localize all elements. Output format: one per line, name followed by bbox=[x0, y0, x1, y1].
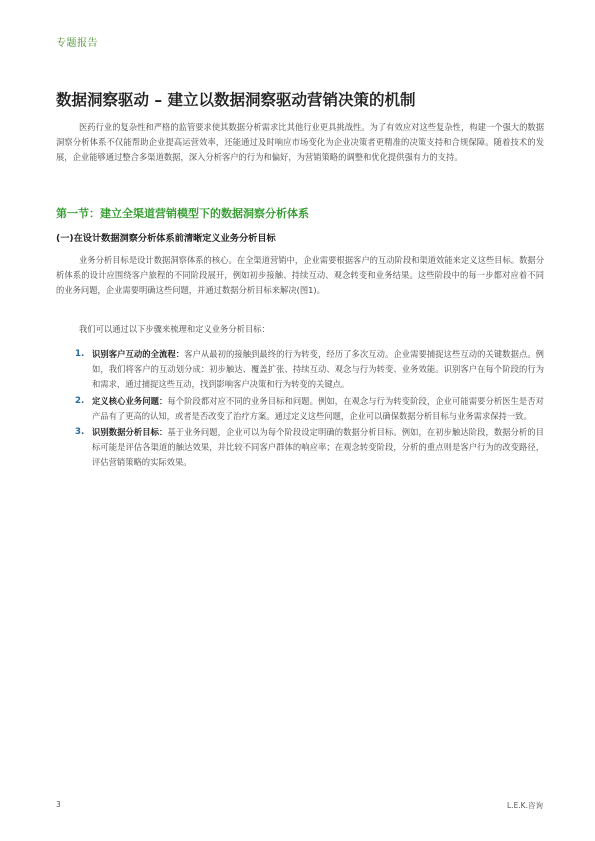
intro-paragraph: 医药行业的复杂性和严格的监管要求使其数据分析需求比其他行业更具挑战性。为了有效应对这些复杂性，构建一个强大的数据洞察分析体系不仅能帮助企业提高运营效率，还能通过及时响应市场变化为企业决策者更精准的决策支持和合规保障。随着技术的发展，企业能够通过整合多渠道数据，深入分析客户的行为和偏好，为营销策略的调整和优化提供强有力的支持。 bbox=[56, 122, 544, 163]
step-description: 基于业务问题，企业可以为每个阶段设定明确的数据分析目标。例如，在初步触达阶段，数据分析的目标可能是评估各渠道的触达效果，并比较不同客户群体的响应率；在观念转变阶段，分析的重点则是客户行为的改变路径，评估营销策略的实际效果。 bbox=[92, 427, 544, 468]
brand-name: L.E.K.咨询 bbox=[507, 801, 543, 810]
page-number: 3 bbox=[56, 800, 61, 809]
step-label: 识别客户互动的全流程： bbox=[92, 349, 185, 359]
step-text-block bbox=[92, 347, 544, 393]
step-number: 1. bbox=[75, 349, 85, 359]
list-item bbox=[56, 425, 544, 471]
step-text-block bbox=[92, 425, 544, 471]
step-label: 识别数据分析目标： bbox=[92, 427, 168, 438]
step-description: 客户从最初的接触到最终的行为转变，经历了多次互动。企业需要捕捉这些互动的关键数据点。例如，我们将客户的互动划分成：初步触达、覆盖扩张、持续互动、观念与行为转变、业务效能。识别客户在每个阶段的行为和需求，通过捕捉这些互动，找到影响客户决策和行为转变的关键点。 bbox=[92, 349, 544, 390]
step-text-block bbox=[92, 394, 544, 424]
section-title: 第一节：建立全渠道营销模型下的数据洞察分析体系 bbox=[56, 207, 309, 220]
steps-list bbox=[56, 347, 544, 472]
page-title: 数据洞察驱动 – 建立以数据洞察驱动营销决策的机制 bbox=[56, 91, 416, 109]
steps-lead-text: 我们可以通过以下步骤来梳理和定义业务分析目标： bbox=[79, 324, 270, 334]
subsection-title: (一)在设计数据洞察分析体系前清晰定义业务分析目标 bbox=[56, 233, 276, 244]
body-paragraph: 业务分析目标是设计数据洞察体系的核心。在全渠道营销中，企业需要根据客户的互动阶段和渠道效能来定义这些目标。数据分析体系的设计应围绕客户旅程的不同阶段展开，例如初步接触、持续互动、观念转变和业务结果。这些阶段中的每一步都对应着不同的业务问题，企业需要明确这些问题，并通过数据分析目标来解决(图1)。 bbox=[56, 255, 544, 296]
report-type-tag: 专题报告 bbox=[56, 38, 98, 49]
step-number: 3. bbox=[75, 427, 85, 438]
step-number: 2. bbox=[75, 395, 85, 406]
list-item bbox=[56, 394, 544, 424]
step-label: 定义核心业务问题： bbox=[92, 395, 168, 406]
list-item bbox=[56, 347, 544, 393]
step-description: 每个阶段都对应不同的业务目标和问题。例如，在观念与行为转变阶段，企业可能需要分析医生是否对产品有了更高的认知，或者是否改变了治疗方案。通过定义这些问题，企业可以确保数据分析目标与业务需求保持一致。 bbox=[92, 395, 544, 421]
